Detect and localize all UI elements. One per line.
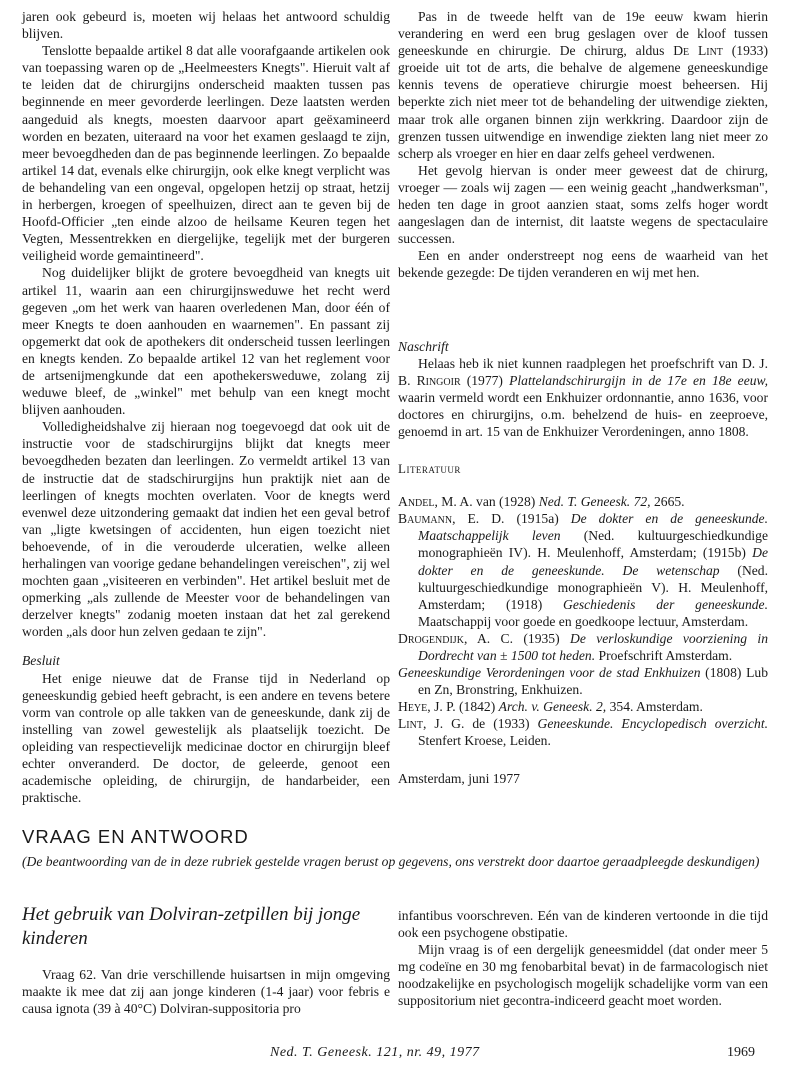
reference-item: Geneeskundige Verordeningen voor de stad Enkhuizen (1808) Lub en Zn, Bronstring, Enkhuizen.	[398, 665, 768, 698]
article-title: Het gebruik van Dolviran-zetpillen bij jonge kinderen	[22, 904, 361, 949]
reference-list	[398, 493, 768, 749]
reference-item: Drogendijk, A. C. (1935) De verloskundige voorziening in Dordrecht van ± 1500 tot heden. Proefschrift Amsterdam.	[398, 630, 768, 663]
literature-heading: Literatuur	[398, 461, 461, 477]
reference-item: Baumann, E. D. (1915a) De dokter en de geneeskunde. Maatschappelijk leven (Ned. kultuurgeschiedkundige monographieën IV). H. Meulenhoff, Amsterdam; (1915b) De dokter en de geneeskunde. De wetenschap (Ned. kultuurgeschiedkundige monographieën V). H. Meulenhoff, Amsterdam; (1918) Geschiedenis der geneeskunde. Maatschappij voor goede en goedkoope lectuur, Amsterdam.	[398, 511, 768, 629]
paragraph: Nog duidelijker blijkt de grotere bevoegdheid van knegts uit artikel 11, waarin aan een chirurgijnsweduwe het recht werd gegeven „om het werk van haaren overledenen Man, door één of meer Knegts te doen aanhouden en waarnemen". En passant zij opgemerkt dat ook de apothekers dit onderscheid tussen leerlingen en knegts kenden. Zo bepaalde artikel 12 van het reglement voor de artsenijmengkunde dat een apothekersweduwe, zolang zij weduwe bleef, de „winkel" met behulp van een knegt mocht blijven aanhouden.	[22, 265, 390, 418]
paragraph: Mijn vraag is of een dergelijk geneesmiddel (dat onder meer 5 mg codeïne en 30 mg fenobarbital bevat) in de farmacologisch niet noodzakelijke en psychologisch mogelijk schadelijke vorm van een suppositorium niet gecontra-indiceerd geacht moet worden.	[398, 942, 768, 1009]
book-title: Plattelandschirurgijn in de 17e en 18e eeuw,	[509, 372, 768, 388]
section-heading-naschrift: Naschrift	[398, 338, 449, 354]
page-number: 1969	[727, 1045, 755, 1060]
paragraph: Pas in de tweede helft van de 19e eeuw kwam hierin verandering en werd een brug geslagen over de kloof tussen geneeskunde en chirurgie. De chirurg, aldus De Lint (1933) groeide uit tot de arts, die behalve de algemene geneeskundige kennis tevens de operatieve chirurgie moest beheersen. Hij beperkte zich niet meer tot de behandeling der uitwendige ziekten, maar trok alle organen binnen zijn werkkring. Daardoor zijn de grenzen tussen uitwendige en inwendige ziekten lang niet meer zo scherp als vroeger en hier en daar zelfs geheel verdwenen.	[398, 9, 768, 161]
section-subtitle: (De beantwoording van de in deze rubriek gestelde vragen berust op gegevens, ons verstrekt door daartoe geraadpleegde deskundigen)	[22, 854, 760, 869]
left-column	[22, 8, 390, 806]
paragraph: Vraag 62. Van drie verschillende huisartsen in mijn omgeving maakte ik mee dat zij aan jonge kinderen (1-4 jaar) voor febris e causa ignota (39 à 40°C) Dolviran-suppositoria pro	[22, 967, 390, 1017]
reference-item: Heye, J. P. (1842) Arch. v. Geneesk. 2, 354. Amsterdam.	[398, 699, 703, 715]
qa-left-column	[22, 966, 390, 1017]
author-name: Ringoir	[416, 372, 461, 388]
reference-item: Andel, M. A. van (1928) Ned. T. Geneesk. 72, 2665.	[398, 494, 685, 510]
qa-right-column	[398, 907, 768, 1010]
place-date: Amsterdam, juni 1977	[398, 770, 520, 786]
right-column	[398, 8, 768, 787]
paragraph: Volledigheidshalve zij hieraan nog toegevoegd dat ook uit de instructie voor de stadschirurgijns blijkt dat knegts meer bevoegdheden bezaten dan leerlingen. Zo vermeldt artikel 13 van de instructie dat de stadschirurgijns hun praktijk niet aan de leerlingen of knegts mochten overlaten. Voor de knegts werd evenwel deze uitzondering gemaakt dat indien het een geval betrof van „ligte kwetsingen of accidenten, hun eigen toezicht niet behoevende, of in die verouderde ulceratien, welke alleen herhalingen van voorige gedane behandelingen vereischen", zij wel mochten gaan „visiteeren en verbinden". Het artikel besluit met de opmerking „als zullende de Meester voor de behandelingen van derzelver knegts" zodanig moeten instaan dat het zal gerekend worden „als door hun zelven gedaan te zijn".	[22, 419, 390, 640]
paragraph: Het gevolg hiervan is onder meer geweest dat de chirurg, vroeger — zoals wij zagen — een weinig geacht „handwerksman", heden ten dage in groot aanzien staat, soms zelfs hoger wordt aangeslagen dan de internist, dit laatste wegens de spectaculaire successen.	[398, 162, 768, 247]
reference-item: Lint, J. G. de (1933) Geneeskunde. Encyclopedisch overzicht. Stenfert Kroese, Leiden.	[398, 716, 768, 749]
section-heading-besluit: Besluit	[22, 653, 60, 669]
paragraph: Helaas heb ik niet kunnen raadplegen het proefschrift van D. J. B. Ringoir (1977) Plattelandschirurgijn in de 17e en 18e eeuw, waarin vermeld wordt een Enkhuizer ordonnantie, anno 1636, voor doctores en chirurgijns, o.m. behelzend de huis- en zeeproeve, genoemd in art. 15 van de Enkhuizer Verordeningen, anno 1808.	[398, 355, 768, 439]
footer-journal-citation: Ned. T. Geneesk. 121, nr. 49, 1977	[270, 1045, 480, 1060]
paragraph: Het enige nieuwe dat de Franse tijd in Nederland op geneeskundig gebied heeft gebracht, is een andere en tevens betere vorm van controle op alle takken van de geneeskunde, dank zij de instelling van zowel gewestelijk als plaatselijk toezicht. De opleiding van respectievelijk medicinae doctor en chirurgijn bleef echter onveranderd. De doctor, de geleerde, genoot een academische opleiding, de chirurgijn, de handarbeider, een praktische.	[22, 670, 390, 806]
paragraph: infantibus voorschreven. Eén van de kinderen vertoonde in die tijd ook een psychogene obstipatie.	[398, 908, 768, 941]
paragraph: Een en ander onderstreept nog eens de waarheid van het bekende gezegde: De tijden veranderen en wij met hen.	[398, 248, 768, 281]
paragraph: Tenslotte bepaalde artikel 8 dat alle voorafgaande artikelen ook van toepassing waren op de „Heelmeesters Knegts". Hieruit valt af te leiden dat de chirurgijns onderscheid maakten tussen pas beginnende en meer gevorderde leerlingen. Deze laatsten werden aangeduid als knegts, moesten daarvoor apart geëxamineerd worden en bezaten, uiteraard na voor het examen geslaagd te zijn, meer bevoegdheden dan de pas beginnende leerlingen. Zo bepaalde artikel 14 dat, evenals elke chirurgijn, ook elke knegt verplicht was de behandeling van een ongeval, opgelopen hetzij op straat, hetzij in herbergen, kroegen of speelhuizen, direct aan te geven bij de Hoofd-Officier „ten einde alzoo de heilsame Keuren tegen het Vegten, Messentrekken en diergelijke, tegelijk met der burgeren veiligheid worde gemaintineerd".	[22, 43, 390, 264]
author-name: De Lint	[673, 43, 723, 59]
paragraph: jaren ook gebeurd is, moeten wij helaas het antwoord schuldig blijven.	[22, 9, 390, 42]
section-title: VRAAG EN ANTWOORD	[22, 826, 249, 847]
